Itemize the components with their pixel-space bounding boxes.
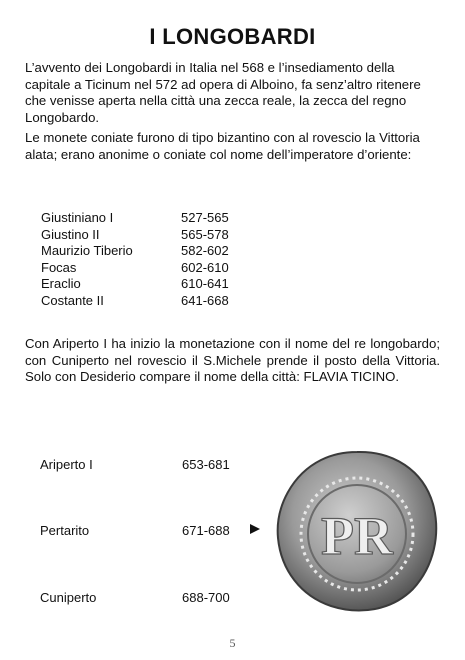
emperor-years: 582-602 [181,243,229,258]
coin-monogram: PR [321,506,393,566]
emperor-name: Giustino II [41,226,100,242]
emperor-list [41,210,229,309]
emperor-years: 602-610 [181,259,229,275]
king-years: 688-700 [182,590,230,605]
king-name: Cuniperto [40,590,97,605]
emperor-years: 610-641 [181,276,229,291]
page-title: I LONGOBARDI [149,24,316,49]
list-item [41,276,229,293]
coin-image [273,448,441,616]
emperor-name: Costante II [41,292,104,308]
list-item [40,457,270,472]
list-item [41,243,229,260]
list-item [40,590,270,605]
list-item [41,210,229,227]
emperor-years: 641-668 [181,292,229,308]
king-years: 653-681 [182,457,230,472]
list-item [41,227,229,244]
list-item [41,293,229,310]
emperor-years: 565-578 [181,226,229,242]
list-item [41,260,229,277]
king-name: Pertarito [40,523,90,538]
monetization-paragraph: Con Ariperto I ha inizio la monetazione con il nome del re longobardo; con Cuniperto nel rovescio il S.Michele prende il posto della Vittoria. Solo con Desiderio compare il nome della città: FLAVIA TICINO. [25,336,440,384]
emperor-name: Eraclio [41,276,81,291]
emperor-years: 527-565 [181,210,229,225]
pointer-arrow-icon [250,524,260,534]
emperor-name: Giustiniano I [41,210,114,225]
emperor-name: Maurizio Tiberio [41,243,133,258]
page-number: 5 [229,636,236,650]
king-name: Ariperto I [40,457,93,472]
list-item [40,523,270,538]
intro-paragraph: L’avvento dei Longobardi in Italia nel 568 e l’insediamento della capitale a Ticinum nel 572 ad opera di Alboino, fa senz’altro ritenere che venisse aperta nella città una zecca reale, la zecca del regno Longobardo. [25,60,421,125]
king-years: 671-688 [182,523,230,538]
coinage-paragraph: Le monete coniate furono di tipo bizantino con al rovescio la Vittoria alata; erano anonime o coniate col nome dell’imperatore d’oriente: [25,130,420,162]
emperor-name: Focas [41,259,77,275]
